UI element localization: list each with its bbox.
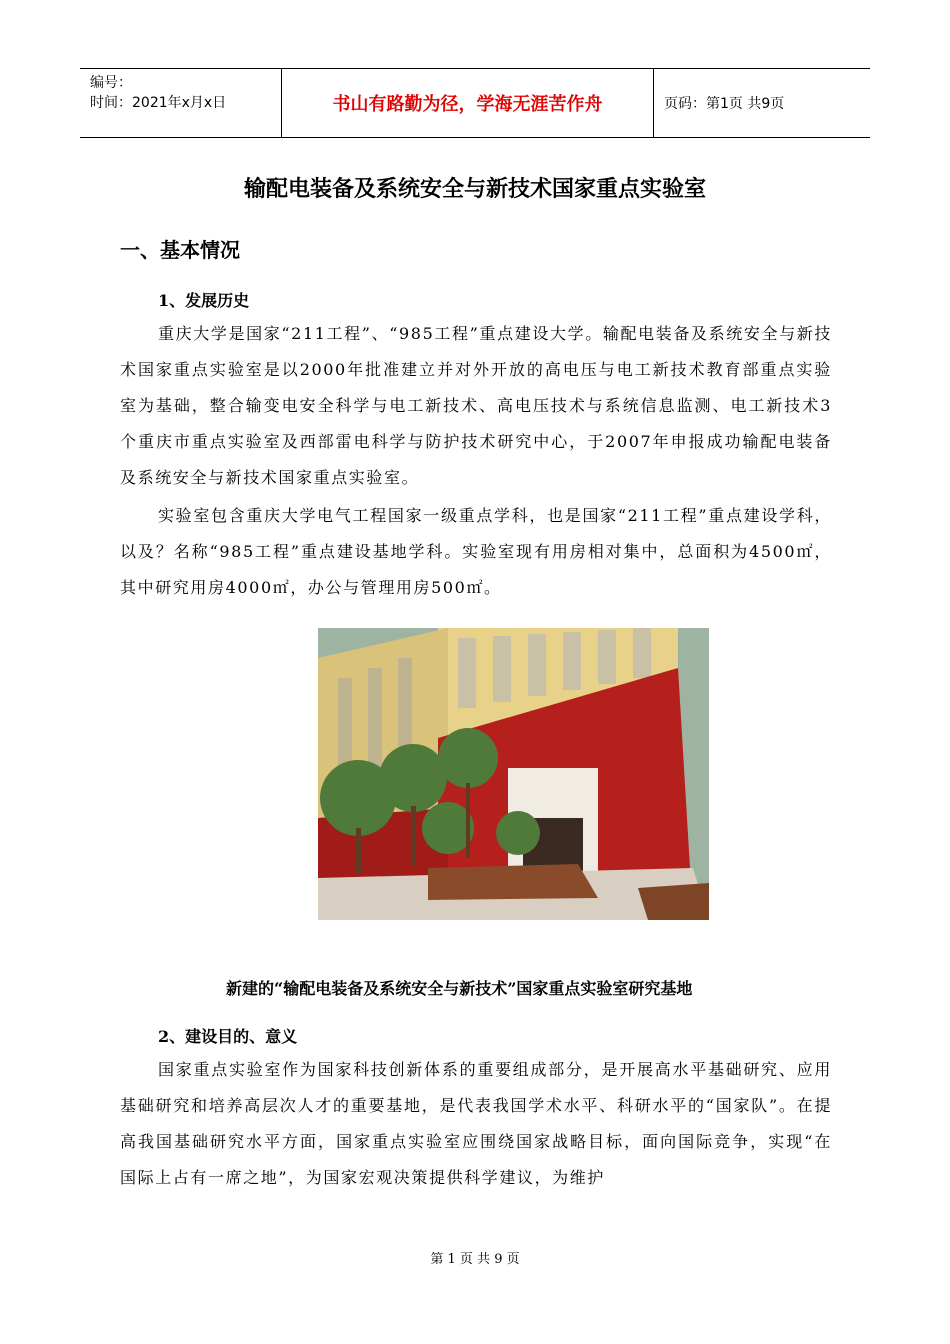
document-title: 输配电装备及系统安全与新技术国家重点实验室 (243, 177, 706, 202)
paragraph-history-2: 实验室包含重庆大学电气工程国家一级重点学科，也是国家“211工程”重点建设学科，以及？名称“985工程”重点建设基地学科。实验室现有用房相对集中，总面积为4500㎡，其中研究用房4000㎡，办公与管理用房500㎡。 (120, 506, 832, 597)
paragraph-history-1: 重庆大学是国家“211工程”、“985工程”重点建设大学。输配电装备及系统安全与新技术国家重点实验室是以2000年批准建立并对外开放的高电压与电工新技术教育部重点实验室为基础，整合输变电安全科学与电工新技术、高电压技术与系统信息监测、电工新技术3个重庆市重点实验室及西部雷电科学与防护技术研究中心，于2007年申报成功输配电装备及系统安全与新技术国家重点实验室。 (120, 324, 832, 487)
subheading-purpose: 2、建设目的、意义 (158, 1027, 298, 1046)
subheading-history: 1、发展历史 (158, 291, 250, 310)
document-time-label: 时间：2021年x月x日 (90, 95, 227, 111)
lab-building-photo (318, 628, 709, 920)
header-motto: 书山有路勤为径，学海无涯苦作舟 (281, 69, 654, 137)
paragraph-purpose-1: 国家重点实验室作为国家科技创新体系的重要组成部分，是开展高水平基础研究、应用基础研究和培养高层次人才的重要基地，是代表我国学术水平、科研水平的“国家队”。在提高我国基础研究水平方面，国家重点实验室应围绕国家战略目标，面向国际竞争，实现“在国际上占有一席之地”，为国家宏观决策提供科学建议，为维护 (120, 1060, 832, 1187)
photo-caption: 新建的“输配电装备及系统安全与新技术”国家重点实验室研究基地 (226, 979, 693, 998)
page-footer: 第 1 页 共 9 页 (430, 1252, 520, 1267)
document-number-label: 编号： (90, 75, 132, 91)
section-heading-basic-info: 一、基本情况 (120, 238, 240, 262)
header-table (80, 68, 870, 138)
header-page-info: 页码：第1页 共9页 (664, 96, 785, 112)
lab-building-illustration (318, 628, 709, 920)
header-left-cell (80, 69, 281, 137)
